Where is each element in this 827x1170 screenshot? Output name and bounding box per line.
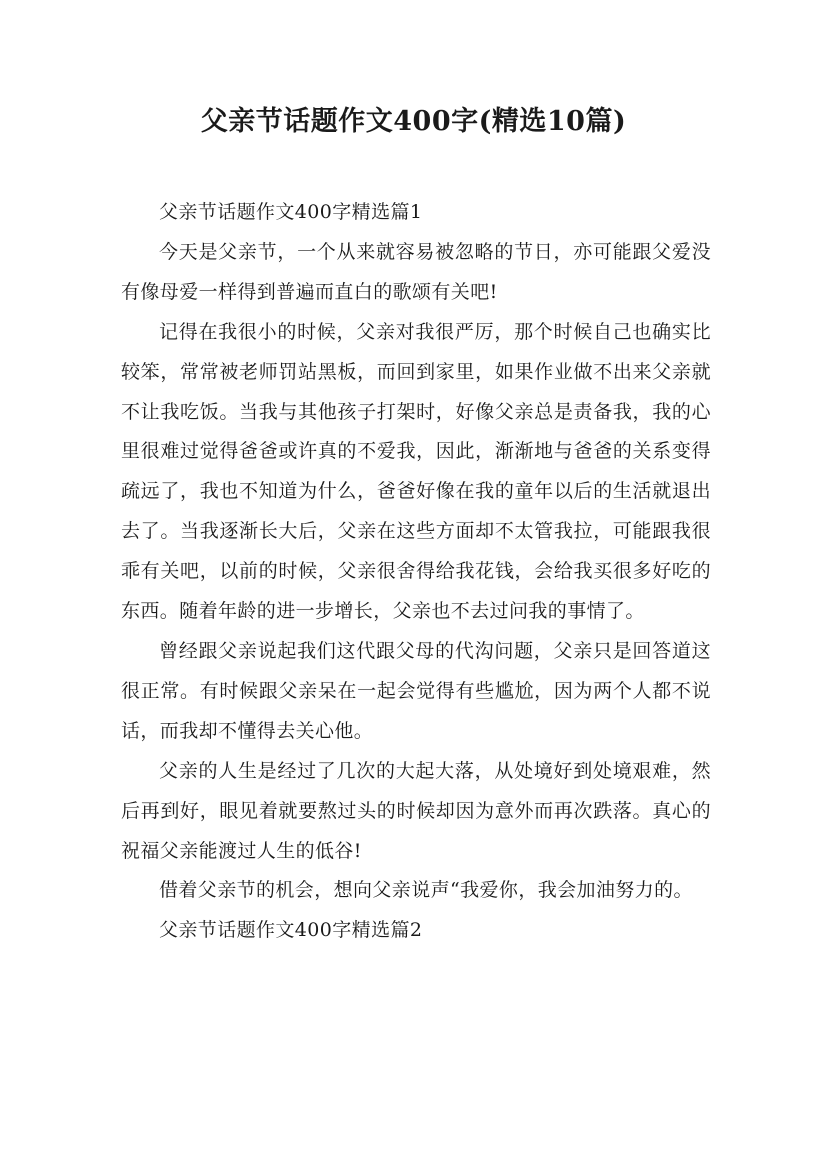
section-heading-1: 父亲节话题作文400字精选篇1 [159, 201, 423, 223]
paragraph-1: 今天是父亲节，一个从来就容易被忽略的节日，亦可能跟父爱没有像母爱一样得到普遍而直白的歌颂有关吧! [121, 240, 711, 303]
paragraph-4: 父亲的人生是经过了几次的大起大落，从处境好到处境艰难，然后再到好，眼见着就要熬过头的时候却因为意外而再次跌落。真心的祝福父亲能渡过人生的低谷! [121, 759, 711, 862]
paragraph-2: 记得在我很小的时候，父亲对我很严厉，那个时候自己也确实比较笨，常常被老师罚站黑板，而回到家里，如果作业做不出来父亲就不让我吃饭。当我与其他孩子打架时，好像父亲总是责备我，我的心里很难过觉得爸爸或许真的不爱我，因此，渐渐地与爸爸的关系变得疏远了，我也不知道为什么，爸爸好像在我的童年以后的生活就退出去了。当我逐渐长大后，父亲在这些方面却不太管我拉，可能跟我很乖有关吧，以前的时候，父亲很舍得给我花钱，会给我买很多好吃的东西。随着年龄的进一步增长，父亲也不去过问我的事情了。 [121, 320, 711, 623]
section-heading-2: 父亲节话题作文400字精选篇2 [159, 919, 423, 942]
document-title: 父亲节话题作文400字(精选10篇) [200, 106, 627, 137]
document-body [121, 193, 711, 951]
paragraph-3: 曾经跟父亲说起我们这代跟父母的代沟问题，父亲只是回答道这很正常。有时候跟父亲呆在一起会觉得有些尴尬，因为两个人都不说话，而我却不懂得去关心他。 [121, 639, 711, 742]
paragraph-5: 借着父亲节的机会，想向父亲说声“我爱你，我会加油努力的。 [159, 879, 693, 902]
